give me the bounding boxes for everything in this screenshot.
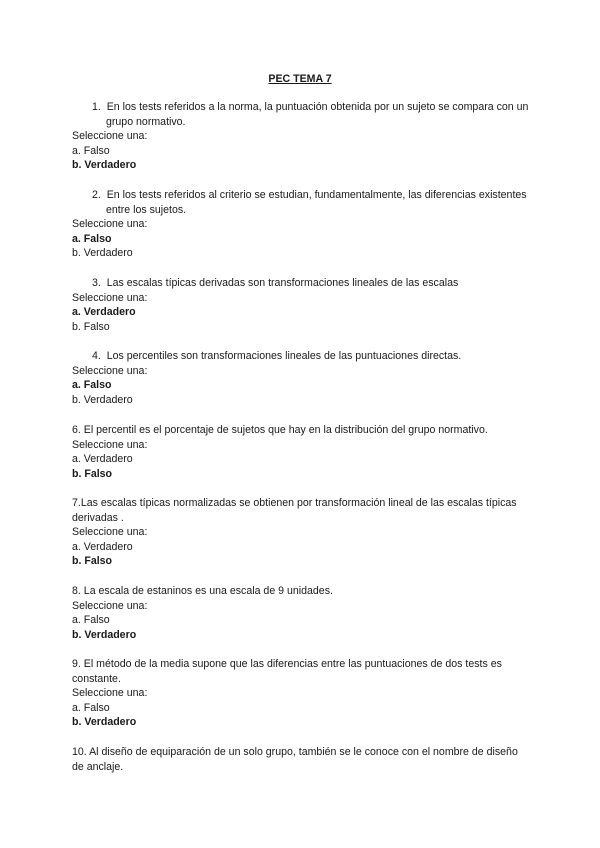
question-text: 8. La escala de estaninos es una escala de 9 unidades. <box>72 585 333 597</box>
select-label: Seleccione una: <box>72 687 148 700</box>
question-8 <box>72 584 532 642</box>
option-a-correct: a. Falso <box>72 232 112 245</box>
select-label: Seleccione una: <box>72 438 148 451</box>
option-b-correct: b. Falso <box>72 555 113 568</box>
select-label: Seleccione una: <box>72 130 148 143</box>
question-7 <box>72 496 532 569</box>
question-text: 1. En los tests referidos a la norma, la puntuación obtenida por un sujeto se compara con un grupo normativo. <box>92 101 529 128</box>
question-4 <box>72 349 532 407</box>
question-text: 9. El método de la media supone que las diferencias entre las puntuaciones de dos tests es constante. <box>72 658 502 685</box>
option-a: a. Falso <box>72 701 110 714</box>
question-2 <box>72 188 532 261</box>
select-label: Seleccione una: <box>72 599 148 612</box>
select-label: Seleccione una: <box>72 291 148 304</box>
option-b-correct: b. Verdadero <box>72 716 137 729</box>
option-a: a. Falso <box>72 614 110 627</box>
option-b-correct: b. Falso <box>72 467 113 480</box>
question-text: 10. Al diseño de equiparación de un solo grupo, también se le conoce con el nombre de diseño de anclaje. <box>72 746 518 773</box>
question-text: 7.Las escalas típicas normalizadas se obtienen por transformación lineal de las escalas típicas derivadas . <box>72 497 517 524</box>
option-a-correct: a. Verdadero <box>72 306 136 319</box>
question-3 <box>72 276 532 334</box>
option-a: a. Verdadero <box>72 540 133 553</box>
question-text: 2. En los tests referidos al criterio se estudian, fundamentalmente, las diferencias existentes entre los sujetos. <box>92 189 527 216</box>
question-text: 6. El percentil es el porcentaje de sujetos que hay en la distribución del grupo normativo. <box>72 424 488 436</box>
question-6 <box>72 423 532 481</box>
option-a: a. Verdadero <box>72 453 133 466</box>
option-b-correct: b. Verdadero <box>72 628 137 641</box>
question-text: 3. Las escalas típicas derivadas son transformaciones lineales de las escalas <box>92 277 459 289</box>
page-title: PEC TEMA 7 <box>268 73 332 85</box>
option-a-correct: a. Falso <box>72 379 112 392</box>
option-b: b. Verdadero <box>72 393 133 406</box>
option-a: a. Falso <box>72 144 110 157</box>
question-10 <box>72 745 532 774</box>
question-1 <box>72 100 532 173</box>
option-b-correct: b. Verdadero <box>72 159 137 172</box>
question-text: 4. Los percentiles son transformaciones lineales de las puntuaciones directas. <box>92 350 462 362</box>
select-label: Seleccione una: <box>72 364 148 377</box>
option-b: b. Falso <box>72 320 110 333</box>
option-b: b. Verdadero <box>72 247 133 260</box>
question-9 <box>72 657 532 730</box>
select-label: Seleccione una: <box>72 218 148 231</box>
select-label: Seleccione una: <box>72 526 148 539</box>
